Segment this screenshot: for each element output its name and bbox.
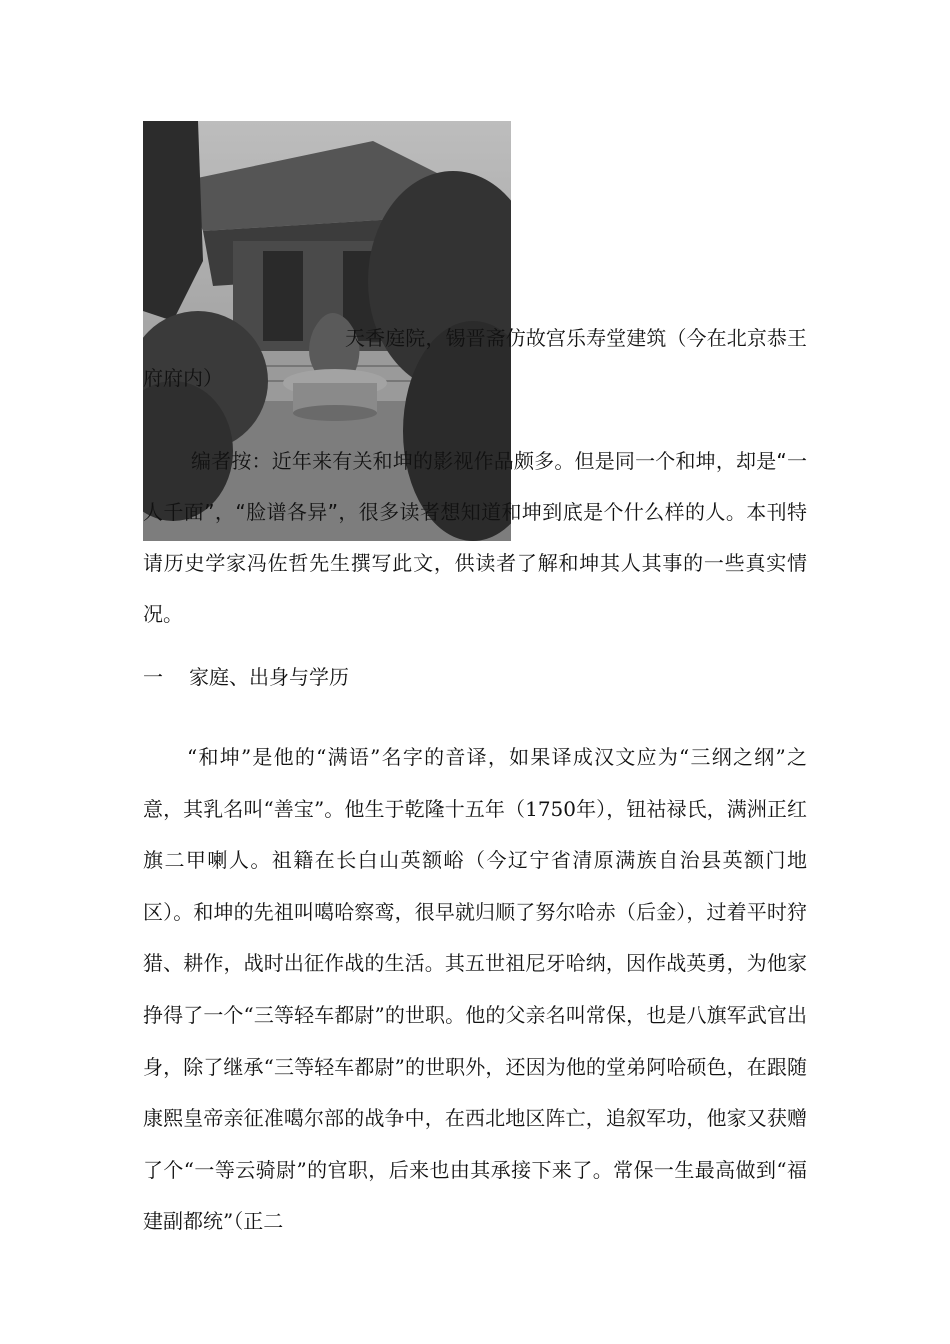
section-number: 一 — [143, 665, 163, 689]
body-paragraph: “和坤”是他的“满语”名字的音译，如果译成汉文应为“三纲之纲”之意，其乳名叫“善宝”。他生于乾隆十五年（1750年），钮祜禄氏，满洲正红旗二甲喇人。祖籍在长白山英额峪（今辽宁省清原满族自治县英额门地区）。和坤的先祖叫噶哈察鸾，很早就归顺了努尔哈赤（后金），过着平时狩猎、耕作，战时出征作战的生活。其五世祖尼牙哈纳，因作战英勇，为他家挣得了一个“三等轻车都尉”的世职。他的父亲名叫常保，也是八旗军武官出身，除了继承“三等轻车都尉”的世职外，还因为他的堂弟阿哈硕色，在跟随康熙皇帝亲征准噶尔部的战争中，在西北地区阵亡，追叙军功，他家又获赠了个“一等云骑尉”的官职，后来也由其承接下来了。常保一生最高做到“福建副都统”（正二 — [143, 745, 807, 1234]
section-title: 家庭、出身与学历 — [189, 665, 349, 689]
editor-note: 编者按：近年来有关和坤的影视作品颇多。但是同一个和坤，却是“一人千面”，“脸谱各异”，很多读者想知道和坤到底是个什么样的人。本刊特请历史学家冯佐哲先生撰写此文，供读者了解和坤其人其事的一些真实情况。 — [143, 449, 807, 626]
section-heading — [143, 658, 807, 696]
photo-caption: 天香庭院，锡晋斋仿故宫乐寿堂建筑（今在北京恭王府府内） — [143, 326, 807, 390]
